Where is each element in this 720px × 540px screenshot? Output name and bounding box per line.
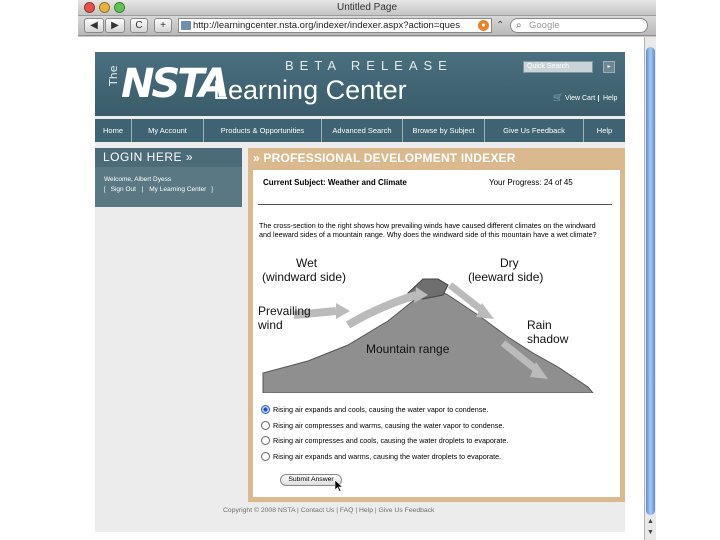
site-header [95,52,625,116]
back-button[interactable] [84,18,104,33]
mountain-range-label: Mountain range [366,342,450,356]
answer-label: Rising air expands and cools, causing the water vapor to condense. [273,405,489,414]
login-sidebar [95,148,242,207]
radio-button-selected[interactable] [261,405,270,414]
leeward-label: (leeward side) [468,270,544,284]
help-link[interactable]: Help [598,95,617,102]
nsta-logo[interactable]: NSTA [121,61,227,107]
progress-text: Your Progress: 24 of 45 [489,178,573,187]
reload-icon: C [135,20,143,31]
nav-feedback[interactable]: Give Us Feedback [485,119,584,142]
footer-separator: | [297,507,299,514]
bracket-close: ] [211,186,213,193]
question-card [253,170,620,497]
welcome-text: Welcome, Albert Dyess [104,176,172,183]
divider [258,204,612,205]
scroll-down-icon[interactable]: ▼ [647,529,654,536]
search-icon: ⌕ [516,20,522,31]
submit-answer-button[interactable]: Submit Answer [280,474,342,486]
logo-the: The [107,65,120,86]
footer-feedback-link[interactable]: Give Us Feedback [378,507,435,514]
indexer-heading: » PROFESSIONAL DEVELOPMENT INDEXER [253,151,516,165]
url-input[interactable] [178,18,492,33]
main-nav [95,119,625,142]
rss-icon[interactable]: ● [478,20,489,31]
footer-separator: | [374,507,377,514]
my-learning-center-link[interactable]: My Learning Center [149,186,207,193]
scroll-up-icon[interactable]: ▲ [647,518,654,525]
back-arrow-icon: ◀ [90,20,98,31]
contact-link[interactable]: Contact Us [300,507,335,514]
stop-reload-icon[interactable]: ⌃ [496,20,505,31]
nav-advanced-search[interactable]: Advanced Search [322,119,403,142]
plus-icon: + [160,20,166,31]
answer-label: Rising air compresses and warms, causing the water vapor to condense. [273,421,505,430]
nav-help[interactable]: Help [596,126,613,135]
copyright-text: Copyright © 2008 NSTA [223,507,296,514]
account-links [104,186,213,193]
browser-toolbar [78,16,656,36]
link-separator: | [141,186,144,193]
prevailing-label: Prevailing [258,304,311,318]
quick-search-button[interactable]: ▸ [603,61,615,73]
answer-label: Rising air compresses and cools, causing the water droplets to evaporate. [273,436,509,445]
mountain-diagram [258,255,598,393]
learning-center-title: Learning Center [213,75,407,105]
faq-link[interactable]: FAQ [339,507,354,514]
url-text: http://learningcenter.nsta.org/indexer/indexer.aspx?action=ques [193,20,460,31]
search-placeholder: Google [529,20,560,31]
view-cart-link[interactable]: View Cart [565,95,596,102]
shadow-label: shadow [527,332,569,346]
nav-products[interactable]: Products & Opportunities [204,119,322,142]
quick-search-input[interactable]: Quick Search [523,61,593,73]
scroll-thumb[interactable] [646,47,655,515]
bracket-open: [ [104,186,106,193]
add-bookmark-button[interactable] [154,18,172,33]
page-viewport [78,37,644,540]
current-subject: Current Subject: Weather and Climate [263,178,407,187]
title-bar [78,0,656,16]
answer-label: Rising air expands and warms, causing the water droplets to evaporate. [273,452,502,461]
rain-label: Rain [527,318,552,332]
nav-my-account[interactable]: My Account [132,119,204,142]
mouse-cursor-icon [335,480,343,492]
vertical-scrollbar[interactable] [644,37,656,540]
site-favicon-icon [181,21,191,30]
footer-separator: | [355,507,358,514]
reload-button[interactable] [130,18,148,33]
search-input[interactable] [510,18,648,33]
nav-browse-subject[interactable]: Browse by Subject [403,119,485,142]
sign-out-link[interactable]: Sign Out [110,186,136,193]
wet-label: Wet [296,256,318,270]
window-title: Untitled Page [336,2,398,13]
nav-home[interactable]: Home [95,119,132,142]
radio-button[interactable] [261,436,270,445]
browser-window [78,0,656,540]
windward-label: (windward side) [262,270,347,284]
forward-arrow-icon: ▶ [111,20,119,31]
footer-separator: | [336,507,338,514]
page-footer [223,507,434,514]
forward-button[interactable] [105,18,125,33]
dry-label: Dry [500,256,519,270]
radio-button[interactable] [261,421,270,430]
wind-label: wind [258,318,283,332]
cart-icon[interactable]: 🛒 [553,93,563,102]
login-heading[interactable]: LOGIN HERE » [95,148,242,167]
radio-button[interactable] [261,452,270,461]
nsta-page [95,52,625,532]
beta-release-label: BETA RELEASE [285,58,453,73]
question-text: The cross-section to the right shows how prevailing winds have caused different climates on the windward and leeward sides of a mountain range. Why does the windward side of this mountain have a wet climate? [259,221,597,239]
footer-help-link[interactable]: Help [359,507,373,514]
indexer-panel [248,148,625,502]
